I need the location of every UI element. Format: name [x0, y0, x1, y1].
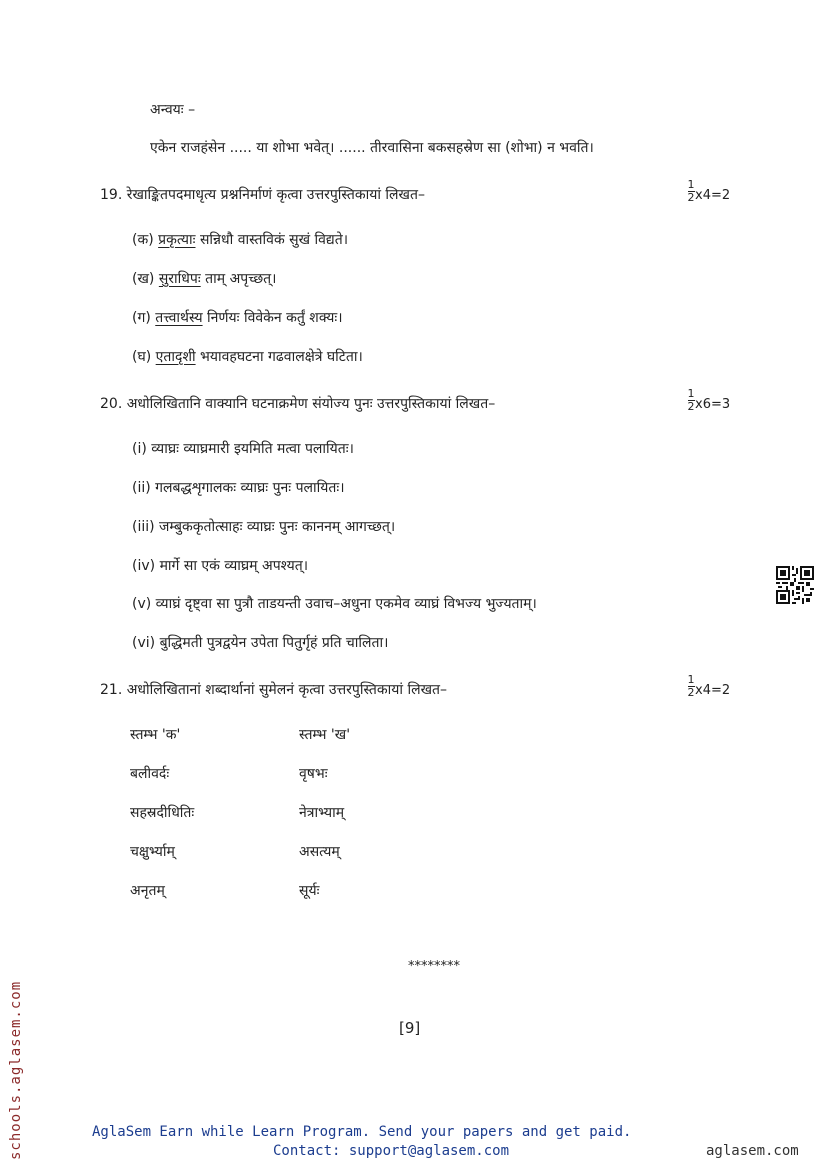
q20-item-label: (ii) [132, 480, 151, 496]
q19-item-underlined: सुराधिपः [158, 271, 201, 287]
footer-site[interactable]: aglasem.com [706, 1143, 799, 1159]
q20-item-text: जम्बुककृतोत्साहः व्याघ्रः पुनः काननम् आगच्छत्। [159, 519, 396, 535]
footer-contact[interactable]: Contact: support@aglasem.com [273, 1143, 510, 1159]
column-a-header: स्तम्भ 'क' [130, 727, 181, 743]
q19-item [132, 270, 276, 288]
match-cell-a: बलीवर्दः [130, 766, 170, 782]
page-number: [9] [399, 1019, 421, 1037]
match-cell-b: नेत्राभ्याम् [299, 805, 345, 821]
qr-code-icon [776, 566, 814, 604]
q21-heading [100, 681, 447, 699]
q20-item-text: बुद्धिमती पुत्रद्वयेन उपेता पितुर्गृहं प्रति चालिता। [159, 635, 389, 651]
match-cell-b: वृषभः [299, 766, 328, 782]
q19-item-label: (ख) [132, 271, 155, 287]
match-cell-b: सूर्यः [299, 883, 320, 899]
q19-item-text: निर्णयः विवेकेन कर्तुं शक्यः। [202, 310, 343, 326]
q20-item [132, 440, 354, 458]
end-marker: ******** [408, 959, 460, 974]
q19-item [132, 309, 343, 327]
q19-item-label: (क) [132, 232, 154, 248]
q19-item-text: भयावहघटना गढवालक्षेत्रे घटिता। [195, 349, 363, 365]
q19-heading [100, 186, 425, 204]
q20-item [132, 518, 395, 536]
q19-item-text: सन्निधौ वास्तविकं सुखं विद्यते। [195, 232, 349, 248]
match-cell-a: सहस्रदीधितिः [130, 805, 195, 821]
q20-item [132, 479, 345, 497]
match-cell-b: असत्यम् [299, 844, 340, 860]
q19-marks-rest: x4=2 [695, 188, 731, 203]
q20-item-label: (vi) [132, 635, 156, 651]
q20-item [132, 557, 308, 575]
q19-number: 19. [100, 187, 123, 203]
q21-marks-rest: x4=2 [695, 683, 731, 698]
q20-item-text: गलबद्धशृगालकः व्याघ्रः पुनः पलायितः। [155, 480, 345, 496]
match-cell-a: अनृतम् [130, 883, 165, 899]
q20-number: 20. [100, 396, 123, 412]
q19-item-text: ताम् अपृच्छत्। [200, 271, 277, 287]
q21-marks-den: 2 [687, 686, 695, 699]
q19-instruction: रेखाङ्कितपदमाधृत्य प्रश्ननिर्माणं कृत्वा उत्तरपुस्तिकायां लिखत– [126, 187, 425, 203]
q19-marks-num: 1 [687, 178, 695, 191]
q20-item-label: (v) [132, 596, 152, 612]
q20-item-text: मार्गे सा एकं व्याघ्रम् अपश्यत्। [159, 558, 309, 574]
anvaya-label: अन्वयः – [150, 102, 196, 118]
q20-heading [100, 395, 495, 413]
side-watermark: schools.aglasem.com [8, 980, 24, 1160]
q20-marks-rest: x6=3 [695, 397, 731, 412]
match-cell-a: चक्षुर्भ्याम् [130, 844, 175, 860]
q21-number: 21. [100, 682, 123, 698]
q20-instruction: अधोलिखितानि वाक्यानि घटनाक्रमेण संयोज्य पुनः उत्तरपुस्तिकायां लिखत– [126, 396, 496, 412]
column-b-header: स्तम्भ 'ख' [299, 727, 351, 743]
q19-marks-den: 2 [687, 191, 695, 204]
q19-item-underlined: प्रकृत्याः [158, 232, 196, 248]
q19-item-label: (घ) [132, 349, 152, 365]
q20-marks-num: 1 [687, 387, 695, 400]
q19-item [132, 348, 363, 366]
q20-item-text: व्याघ्रं दृष्ट्वा सा पुत्रौ ताडयन्ती उवाच–अधुना एकमेव व्याघ्रं विभज्य भुज्यताम्। [155, 596, 537, 612]
q20-item-label: (iv) [132, 558, 156, 574]
q19-item [132, 231, 348, 249]
footer-promo: AglaSem Earn while Learn Program. Send your papers and get paid. [92, 1124, 632, 1140]
q19-item-label: (ग) [132, 310, 151, 326]
q20-item-label: (iii) [132, 519, 155, 535]
q20-item [132, 595, 537, 613]
q20-marks-den: 2 [687, 400, 695, 413]
q21-instruction: अधोलिखितानां शब्दार्थानां सुमेलनं कृत्वा उत्तरपुस्तिकायां लिखत– [126, 682, 448, 698]
q20-item-label: (i) [132, 441, 147, 457]
q21-marks-num: 1 [687, 673, 695, 686]
anvaya-text: एकेन राजहंसेन ..... या शोभा भवेत्। ...... तीरवासिना बकसहस्रेण सा (शोभा) न भवति। [150, 140, 594, 156]
q20-item-text: व्याघ्रः व्याघ्रमारी इयमिति मत्वा पलायितः। [151, 441, 354, 457]
q19-item-underlined: तत्त्वार्थस्य [155, 310, 203, 326]
q20-item [132, 634, 388, 652]
q19-item-underlined: एतादृशी [155, 349, 196, 365]
